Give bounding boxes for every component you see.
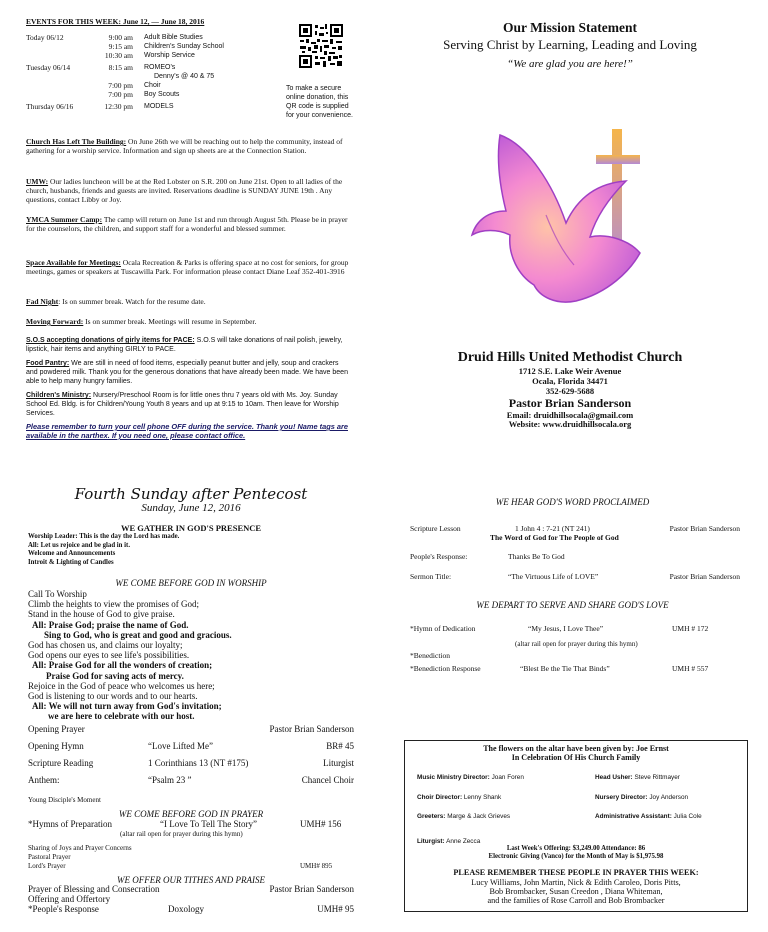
call-line: All: Praise God; praise the name of God. — [32, 619, 189, 630]
word-rows — [410, 524, 742, 584]
staff-entry — [417, 793, 501, 802]
events-row — [26, 33, 282, 60]
dedication-number: UMH # 172 — [672, 624, 709, 633]
staff-person: Steve Rittmayer — [634, 774, 680, 781]
staff-entry — [595, 793, 688, 802]
call-line: God opens our eyes to see life's possibilities. — [28, 650, 190, 661]
staff-role: Head Usher: — [595, 774, 633, 781]
joys-line: Sharing of Joys and Prayer Concerns — [28, 844, 132, 852]
events-item: Choir — [144, 82, 161, 89]
church-website: Website: www.druidhillsocala.org — [508, 419, 632, 429]
service-date: Sunday, June 12, 2016 — [141, 502, 241, 514]
announcement — [26, 177, 352, 204]
tithes-header: WE OFFER OUR TITHES AND PRAISE — [116, 875, 266, 885]
call-line: Call To Worship — [28, 589, 87, 599]
announcement-text: We are still in need of food items, especially peanut butter and jelly, soup and crackers and powdered milk. Thank you for the generous donations that have already been made. We have been able to help many hungry families. — [26, 360, 348, 385]
church-email: Email: druidhillsocala@gmail.com — [506, 410, 634, 420]
church-address-2: Ocala, Florida 34471 — [532, 376, 608, 386]
word-leader: Pastor Brian Sanderson — [669, 524, 740, 533]
order-item-label: Opening Hymn — [28, 741, 84, 751]
order-of-worship — [28, 725, 358, 785]
events-item: Boy Scouts — [144, 91, 180, 98]
tithes-label: Prayer of Blessing and Consecration — [28, 884, 160, 894]
staff-person: Marge & Jack Grieves — [447, 813, 511, 820]
tithes-label: Offering and Offertory — [28, 894, 111, 904]
order-item-title: “Psalm 23 ” — [148, 775, 192, 785]
announcement-text: Is on summer break. Meetings will resume in September. — [83, 317, 257, 326]
mission-title: Our Mission Statement — [503, 20, 637, 35]
dedication-note: (altar rail open for prayer during this hymn) — [515, 640, 638, 648]
announcement-text: S.O.S will take donations of nail polish, jewelry, lipstick, hair items and anything GIRLY to PACE. — [26, 337, 343, 353]
flowers-line-1: The flowers on the altar have been given by: Joe Ernst — [483, 744, 669, 753]
order-item-leader: Liturgist — [323, 758, 354, 768]
announcement — [26, 336, 352, 354]
events-time: 12:30 pm — [104, 102, 133, 111]
gather-line: Introit & Lighting of Candles — [28, 558, 114, 566]
order-item-leader: Chancel Choir — [301, 775, 354, 785]
staff-person: Joan Foren — [491, 774, 524, 781]
word-title: Thanks Be To God — [508, 552, 565, 561]
events-item: MODELS — [144, 103, 174, 110]
service-title: Fourth Sunday after Pentecost — [74, 485, 308, 503]
call-line: Climb the heights to view the promises of God; — [28, 599, 199, 610]
call-line: God is listening to our words and to our hearts. — [28, 691, 198, 702]
announcement — [26, 317, 352, 326]
prayer-header: WE COME BEFORE GOD IN PRAYER — [118, 809, 264, 819]
announcement — [26, 359, 352, 386]
order-item-title: 1 Corinthians 13 (NT #175) — [148, 758, 249, 768]
prep-hymn-note: (altar rail open for prayer during this hymn) — [120, 830, 243, 838]
tithes-label: *People's Response — [28, 904, 99, 914]
call-line: Sing to God, who is great and good and gracious. — [44, 629, 232, 640]
events-time: 8:15 am — [108, 63, 133, 72]
cellphone-note: Please remember to turn your cell phone OFF during the service. Thank you! Name tags are available in the narthex. If you need one, please contact office. — [26, 422, 348, 440]
order-item-label: Opening Prayer — [28, 724, 85, 734]
depart-header: WE DEPART TO SERVE AND SHARE GOD'S LOVE — [476, 600, 669, 610]
gather-line: Welcome and Announcements — [28, 550, 116, 557]
call-line: All: Praise God for all the wonders of creation; — [32, 660, 213, 671]
announcement-title: Fad Night — [26, 297, 59, 306]
events-time: 10:30 am — [104, 51, 133, 60]
tithes-leader: UMH# 95 — [317, 904, 354, 914]
call-line: Stand in the house of God to give praise. — [28, 609, 175, 620]
lords-prayer-label: Lord's Prayer — [28, 862, 66, 870]
announcement-text: Our ladies luncheon will be at the Red Lobster on S.R. 200 on June 21st. Open to all ladies of the church, husbands, friends and guests are invited. Reservations deadline is SUNDAY JUNE 19th . Any questions, contact Libby or Joy. — [26, 177, 343, 204]
word-title: “The Virtuous Life of LOVE” — [508, 572, 599, 581]
qr-code-icon — [298, 23, 344, 69]
staff-person: Anne Zecca — [446, 838, 481, 845]
prep-hymn-title: “I Love To Tell The Story” — [160, 819, 257, 829]
young-disciples: Young Disciple's Moment — [28, 796, 101, 804]
announcement-title: UMW: — [26, 177, 49, 186]
staff-role: Liturgist: — [417, 838, 445, 845]
mission-welcome: “We are glad you are here!” — [507, 58, 633, 70]
staff-person: Julia Cole — [673, 813, 702, 820]
staff-role: Nursery Director: — [595, 794, 648, 801]
come-header: WE COME BEFORE GOD IN WORSHIP — [115, 578, 267, 588]
order-item-leader: BR# 45 — [326, 741, 354, 751]
events-item: Worship Service — [144, 52, 195, 59]
announcement-title: S.O.S accepting donations of girly items for PACE: — [26, 337, 195, 344]
staff-person: Joy Anderson — [649, 794, 689, 801]
word-label: Sermon Title: — [410, 572, 452, 581]
gather-line: All: Let us rejoice and be glad in it. — [28, 541, 131, 549]
gather-header: WE GATHER IN GOD'S PRESENCE — [120, 523, 262, 533]
events-table — [26, 33, 282, 111]
joys-line: Pastoral Prayer — [28, 852, 71, 861]
prayer-list-names — [405, 878, 747, 905]
call-to-worship — [28, 589, 358, 722]
announcement — [26, 391, 352, 418]
announcement-text: On June 26th we will be reaching out to help the community, instead of gathering for a worship service. Information and sign up sheets are at the Connection Station. — [26, 137, 343, 155]
prayer-name-line: Lucy Williams, John Martin, Nick & Edith Caroleo, Doris Pitts, — [471, 878, 681, 887]
events-day: Today 06/12 — [26, 33, 64, 42]
order-item-leader: Pastor Brian Sanderson — [269, 724, 354, 734]
announcement-text: : Is on summer break. Watch for the resume date. — [58, 297, 206, 306]
staff-role: Administrative Assistant: — [595, 813, 672, 820]
tithes-rows — [28, 885, 358, 925]
church-pastor: Pastor Brian Sanderson — [508, 396, 632, 410]
qr-note: To make a secure online donation, this QR code is supplied for your convenience. — [286, 85, 353, 119]
word-title: 1 John 4 : 7-21 (NT 241) — [515, 524, 590, 533]
staff-role: Music Ministry Director: — [417, 774, 490, 781]
dove-cross-logo — [458, 125, 688, 325]
prayer-name-line: Bob Brombacker, Susan Creedon , Diana Whiteman, — [489, 887, 663, 896]
events-time: 7:00 pm — [108, 90, 133, 99]
benediction-response-label: *Benediction Response — [410, 664, 481, 673]
staff-role: Greeters: — [417, 813, 446, 820]
word-sub: The Word of God for The People of God — [490, 533, 619, 542]
call-line: God has chosen us, and claims our loyalty; — [28, 640, 183, 651]
events-item: Children's Sunday School — [144, 43, 224, 50]
call-line: we are here to celebrate with our host. — [48, 711, 195, 722]
announcement-title: YMCA Summer Camp: — [26, 215, 103, 224]
info-box — [404, 740, 748, 912]
lords-prayer-number: UMH# 895 — [300, 862, 333, 870]
announcement — [26, 297, 352, 306]
events-item: Adult Bible Studies — [144, 34, 203, 41]
staff-person: Lenny Shank — [463, 794, 502, 801]
announcement — [26, 258, 352, 276]
joys-lines — [28, 844, 132, 861]
call-line: Rejoice in the God of peace who welcomes us here; — [28, 680, 215, 691]
events-day: Tuesday 06/14 — [26, 63, 71, 72]
staff-role: Choir Director: — [417, 794, 463, 801]
events-header: EVENTS FOR THIS WEEK: June 12, — June 18, 2016 — [26, 17, 205, 26]
benediction-response-number: UMH # 557 — [672, 664, 709, 673]
order-item-label: Anthem: — [28, 775, 60, 785]
announcement-title: Food Pantry: — [26, 360, 70, 367]
flowers-line-2: In Celebration Of His Church Family — [511, 753, 641, 762]
events-row — [26, 102, 282, 111]
events-time: 9:15 am — [108, 42, 133, 51]
church-address-1: 1712 S.E. Lake Weir Avenue — [518, 366, 622, 376]
staff-entry — [417, 812, 510, 821]
staff-entry — [417, 773, 524, 782]
prep-hymn-number: UMH# 156 — [300, 819, 342, 829]
gather-lines — [28, 533, 358, 567]
prayer-name-line: and the families of Rose Carroll and Bob Brombacker — [487, 896, 665, 905]
call-line: Praise God for saving acts of mercy. — [46, 670, 184, 681]
announcement-title: Space Available for Meetings: — [26, 258, 121, 267]
offering-line-1: Last Week's Offering: $3,249.00 Attendance: 86 — [506, 845, 646, 852]
announcement-title: Moving Forward: — [26, 317, 84, 326]
dedication-label: *Hymn of Dedication — [410, 624, 476, 633]
announcement-text: Nursery/Preschool Room is for little ones thru 7 years old with Ms. Joy. Sunday School Ed. Bldg. is for Children/Young Youth 8 years and up at 9:15 to 10am. Then leave for Worship Services. — [26, 392, 339, 417]
events-time: 7:00 pm — [108, 81, 133, 90]
offering-line-2: Electronic Giving (Vanco) for the Month of May is $1,975.98 — [488, 853, 664, 860]
church-phone: 352-629-5688 — [545, 386, 595, 396]
staff-entry — [595, 812, 702, 821]
announcement-text: Ocala Recreation & Parks is offering space at no cost for seniors, for group meetings, games or speakers at Tuscawilla Park. For information please contact Diane Leaf 352-401-3916 — [26, 258, 349, 276]
mission-subtitle: Serving Christ by Learning, Leading and Loving — [443, 37, 697, 52]
church-name: Druid Hills United Methodist Church — [457, 350, 683, 365]
qr-code — [298, 23, 344, 69]
word-header: WE HEAR GOD'S WORD PROCLAIMED — [495, 497, 650, 507]
prayer-list-title: PLEASE REMEMBER THESE PEOPLE IN PRAYER THIS WEEK: — [453, 868, 699, 877]
announcement-title: Church Has Left The Building: — [26, 137, 127, 146]
staff-entry — [595, 773, 680, 782]
benediction-response-title: “Blest Be the Tie That Binds” — [520, 664, 610, 673]
events-panel — [26, 17, 282, 114]
announcement — [26, 215, 352, 233]
gather-line: Worship Leader: This is the day the Lord has made. — [28, 533, 180, 540]
announcement-title: Children's Ministry: — [26, 392, 92, 399]
tithes-title: Doxology — [168, 904, 204, 914]
word-label: Scripture Lesson — [410, 524, 461, 533]
order-item-title: “Love Lifted Me” — [148, 741, 213, 751]
dedication-title: “My Jesus, I Love Thee” — [528, 624, 604, 633]
events-row — [26, 63, 282, 99]
order-item-label: Scripture Reading — [28, 758, 94, 768]
events-day: Thursday 06/16 — [26, 102, 74, 111]
dove-cross-icon — [458, 125, 688, 325]
announcement-text: The camp will return on June 1st and run through August 5th. Please be in prayer for the counselors, the children, and support staff for a wonderful and blessed summer. — [26, 215, 348, 233]
tithes-leader: Pastor Brian Sanderson — [269, 884, 354, 894]
events-item: Denny's @ 40 & 75 — [154, 73, 215, 80]
events-item: ROMEO's — [144, 64, 176, 71]
announcement — [26, 137, 352, 155]
events-time: 9:00 am — [108, 33, 133, 42]
call-line: All: We will not turn away from God's invitation; — [32, 701, 222, 712]
word-label: People's Response: — [410, 552, 468, 561]
word-leader: Pastor Brian Sanderson — [669, 572, 740, 581]
benediction: *Benediction — [410, 651, 450, 660]
prep-hymn-label: *Hymns of Preparation — [28, 819, 112, 829]
